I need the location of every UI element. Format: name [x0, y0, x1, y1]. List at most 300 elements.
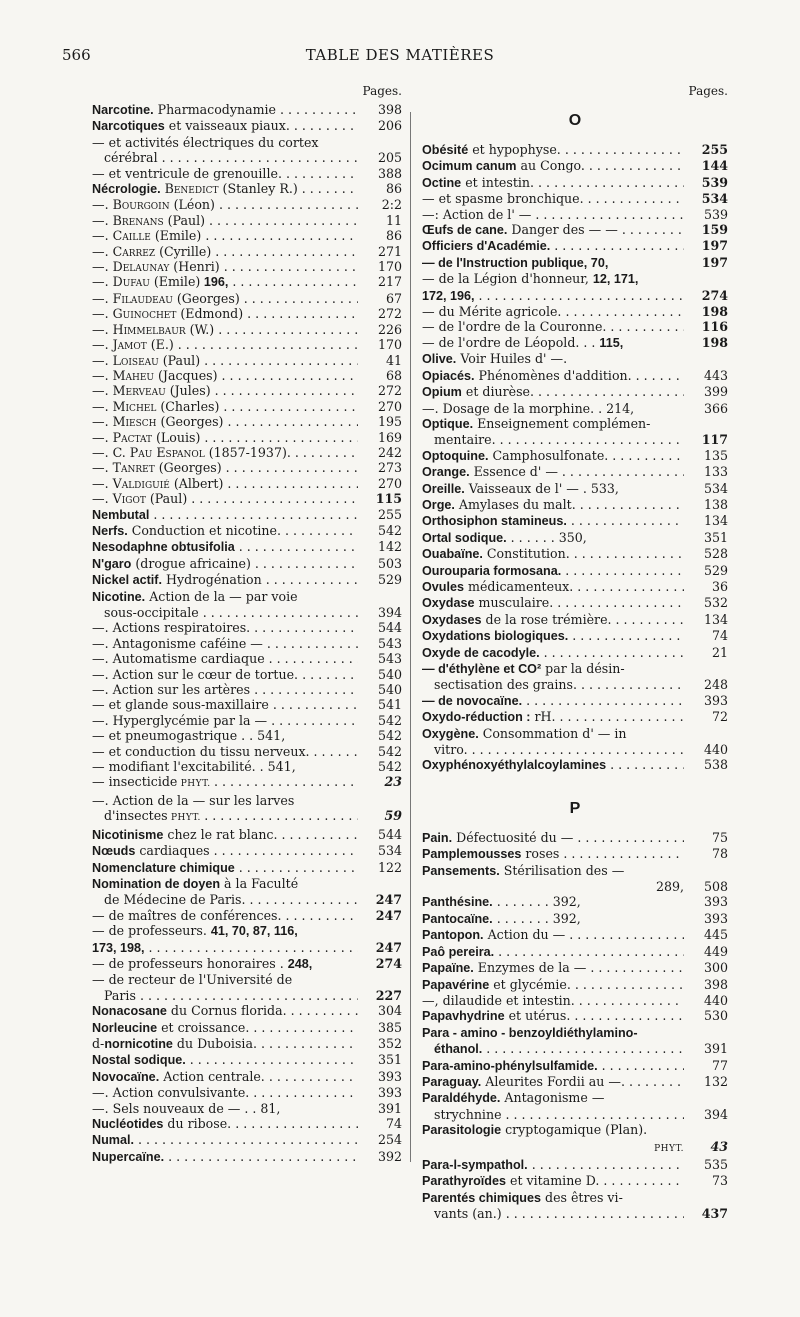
entry-text-body: (Paul): [163, 212, 206, 228]
page-ref: 144: [701, 158, 728, 174]
page-ref: 122: [377, 859, 402, 875]
index-entry: [92, 523, 402, 539]
entry-text: [422, 432, 684, 447]
index-entry: [92, 460, 402, 475]
entry-text-body: Phénomènes d'addition.: [474, 367, 632, 383]
page-ref: 534: [701, 191, 728, 207]
entry-text-body: cardiaques: [135, 843, 210, 859]
entry-text: [92, 1069, 358, 1085]
entry-text-body: (Cyrille): [155, 243, 212, 259]
entry-text-body: — et ventricule de grenouille.: [92, 165, 282, 181]
entry-text: [92, 988, 358, 1003]
page-ref: 528: [703, 546, 728, 562]
entry-text: [422, 1190, 684, 1206]
entry-text: [92, 135, 358, 150]
left-column: [92, 82, 402, 1165]
page-ref: 138: [703, 496, 728, 512]
index-entry: [92, 322, 402, 337]
entry-text-body: — de l'ordre de Léopold. . .: [422, 334, 600, 350]
entry-prefix: d-: [92, 1035, 105, 1051]
entry-text: [92, 589, 358, 605]
entry-text-body: roses: [521, 846, 560, 862]
page-ref: 2:2: [381, 197, 402, 213]
entry-heading: Novocaïne.: [92, 1069, 160, 1084]
entry-heading: Oxyphénoxyéthylalcoylamines: [422, 758, 607, 773]
entry-prefix: —.: [92, 352, 113, 368]
person-name: Miesch: [112, 414, 157, 430]
index-entry: [422, 271, 728, 287]
bold-page-refs: 172, 196,: [422, 288, 475, 303]
entry-text: [422, 595, 684, 611]
entry-text-body: . . . . . . 350,: [506, 529, 587, 545]
page-ref: 351: [377, 1052, 402, 1068]
page-ref: 247: [375, 939, 402, 955]
person-name: Delaunay: [112, 259, 170, 275]
entry-text-body: et diurèse.: [461, 384, 535, 400]
index-entry: [422, 1090, 728, 1106]
entry-prefix: —.: [92, 475, 113, 491]
entry-text-body: et vitamine D.: [506, 1173, 600, 1189]
index-entry: [92, 337, 402, 352]
person-name: Guinochet: [112, 306, 177, 322]
index-entry: [422, 612, 728, 628]
page-ref: 255: [377, 506, 402, 522]
entry-text: [422, 1025, 684, 1041]
index-entry: [92, 430, 402, 445]
index-entry: [422, 481, 728, 497]
index-entry: [92, 1052, 402, 1068]
entry-text-body: (Henri): [169, 259, 220, 275]
entry-text: [422, 1041, 684, 1057]
entry-text: [92, 972, 358, 987]
index-entry: [422, 158, 728, 174]
page-header: [0, 46, 800, 68]
entry-text-body: des êtres vi-: [541, 1189, 623, 1205]
entry-text: [422, 401, 684, 416]
entry-text-body: (Paul): [158, 352, 201, 368]
person-name: Himmelbaur: [112, 321, 186, 337]
entry-text-body: de Médecine de Paris.: [104, 892, 246, 908]
index-entry: [92, 1116, 402, 1132]
index-entry: [422, 1173, 728, 1189]
entry-text-body: du Duboisia.: [172, 1035, 257, 1051]
entry-heading: Nicotine.: [92, 589, 146, 604]
page-ref: 197: [701, 238, 728, 254]
entry-text: [422, 481, 684, 497]
pages-label: Pages.: [362, 84, 402, 98]
entry-prefix: —.: [92, 460, 113, 476]
entry-text: [92, 383, 358, 398]
index-entry: [92, 1069, 402, 1085]
entry-text: [92, 1052, 358, 1068]
entry-text: [92, 181, 358, 197]
entry-text-body: chez le rat blanc.: [163, 826, 278, 842]
page-ref: 198: [701, 304, 728, 320]
entry-text: [422, 513, 684, 529]
entry-text: [92, 1116, 358, 1132]
page-ref: 393: [377, 1068, 402, 1084]
entry-text: [92, 1149, 358, 1165]
index-entry: [92, 539, 402, 555]
entry-text-body: (W.): [185, 321, 215, 337]
entry-heading: Ourouparia formosana.: [422, 563, 562, 578]
entry-text-body: —. Action sur le cœur de tortue.: [92, 666, 299, 682]
page-ref: 67: [385, 290, 402, 306]
index-entry: [422, 175, 728, 191]
entry-text: [92, 228, 358, 243]
page-ref: 134: [703, 513, 728, 529]
entry-text-body: Essence d' —: [469, 464, 558, 480]
entry-text-body: (Georges): [156, 414, 224, 430]
entry-text: [92, 399, 358, 414]
entry-text-body: et croissance.: [157, 1019, 250, 1035]
index-entry: [422, 1139, 728, 1157]
entry-prefix: —.: [92, 367, 113, 383]
entry-text: [422, 142, 684, 158]
entry-heading: Orge.: [422, 497, 455, 512]
entry-heading: Oxydo-réduction :: [422, 710, 531, 725]
page-ref: 134: [703, 611, 728, 627]
index-entry: [422, 1041, 728, 1057]
entry-heading: Norleucine: [92, 1020, 158, 1035]
index-entry: [422, 546, 728, 562]
entry-text: [422, 628, 684, 644]
index-entry: [92, 713, 402, 728]
page-ref: 530: [703, 1008, 728, 1024]
page-ref: 273: [377, 460, 402, 476]
entry-text-body: par la désin-: [541, 661, 625, 676]
index-entry: [422, 595, 728, 611]
entry-text: [92, 244, 358, 259]
index-entry: [92, 368, 402, 383]
page-ref: 534: [703, 480, 728, 496]
entry-text-body: — de professeurs honoraires .: [92, 955, 288, 971]
page-ref: 170: [377, 259, 402, 275]
entry-heading: Oxygène.: [422, 726, 479, 741]
entry-text: [422, 384, 684, 400]
index-entry: [422, 563, 728, 579]
index-entry: [92, 1085, 402, 1100]
entry-prefix: —.: [92, 243, 113, 259]
index-entry: [92, 667, 402, 682]
entry-text-body: — de professeurs.: [92, 923, 211, 939]
entry-text: [422, 757, 684, 773]
index-entry: [92, 728, 402, 743]
entry-text-body: —. Antagonisme caféine —: [92, 635, 263, 651]
entry-heading: Panthésine.: [422, 895, 493, 910]
entry-text-body: Voir Huiles d' —.: [456, 351, 568, 367]
entry-heading: — de novocaïne.: [422, 693, 523, 708]
page-ref: 543: [377, 651, 402, 667]
entry-text: [422, 304, 684, 319]
index-entry: [92, 744, 402, 759]
person-name: Bourgoin: [112, 197, 170, 213]
index-entry: [422, 628, 728, 644]
page-ref: 393: [703, 894, 728, 910]
entry-text-body: Pharmacodynamie: [153, 102, 277, 117]
entry-heading: Para-amino-phénylsulfamide.: [422, 1058, 598, 1073]
entry-text: [422, 563, 684, 579]
entry-text-body: —. Automatisme cardiaque: [92, 651, 265, 667]
entry-text: [92, 908, 358, 923]
page-ref: 133: [703, 464, 728, 480]
entry-text-body: (Emile): [150, 228, 202, 244]
index-entry: [92, 445, 402, 460]
section-tag: PHYT.: [654, 1143, 684, 1154]
entry-list: [422, 142, 728, 774]
index-entry: [92, 620, 402, 635]
entry-text-body: au Congo.: [516, 158, 585, 174]
entry-heading: Orange.: [422, 465, 470, 480]
index-entry: [92, 956, 402, 972]
index-entry: [422, 645, 728, 661]
entry-text-body: — de l'ordre de la Couronne.: [422, 319, 607, 335]
person-name: Jamot: [112, 337, 147, 353]
entry-text: [422, 977, 684, 993]
entry-heading: Parathyroïdes: [422, 1174, 506, 1189]
entry-text: [92, 1003, 358, 1019]
page-ref: 248: [703, 677, 728, 693]
index-entry: [92, 1036, 402, 1052]
index-entry: [422, 960, 728, 976]
entry-text: [422, 1206, 684, 1221]
index-entry: [422, 894, 728, 910]
index-entry: [422, 709, 728, 725]
entry-heading: Nonacosane: [92, 1004, 167, 1019]
section-letter-p: P: [569, 799, 581, 817]
index-entry: [422, 1107, 728, 1122]
entry-text: [92, 1036, 358, 1052]
page-ref: 393: [377, 1085, 402, 1101]
page-ref: 300: [703, 960, 728, 976]
page-ref: 388: [377, 165, 402, 181]
entry-text: [92, 118, 358, 134]
entry-text-body: du ribose.: [163, 1116, 232, 1131]
entry-heading: Para - amino - benzoyldiéthylamino-: [422, 1025, 638, 1040]
entry-text-body: (Georges): [154, 460, 222, 476]
page-ref: 270: [377, 475, 402, 491]
entry-text-body: (Jacques): [154, 367, 218, 383]
page-ref: 532: [703, 595, 728, 611]
entry-text: [422, 927, 684, 943]
page-ref: 535: [703, 1156, 728, 1172]
entry-text-body: vitro.: [434, 742, 468, 758]
entry-text-body: —. Action sur les artères: [92, 682, 251, 698]
index-entry: [422, 846, 728, 862]
entry-text-body: sectisation des grains.: [434, 677, 577, 693]
entry-text-body: —. Actions respiratoires.: [92, 620, 251, 636]
entry-text: [422, 846, 684, 862]
page-ref: 59: [384, 808, 402, 824]
entry-text: [92, 259, 358, 274]
index-entry: [422, 757, 728, 773]
person-name: Dufau: [112, 274, 150, 290]
index-entry: [422, 830, 728, 846]
page-ref: 86: [385, 228, 402, 244]
page-ref: 21: [711, 644, 728, 660]
page-ref: 393: [703, 692, 728, 708]
entry-text: [422, 1074, 684, 1090]
index-entry: [92, 988, 402, 1003]
page-ref: 274: [375, 955, 402, 971]
entry-text: [92, 274, 358, 290]
entry-text: [92, 876, 358, 892]
index-entry: [422, 993, 728, 1008]
entry-heading: Nécrologie.: [92, 182, 161, 197]
index-entry: [92, 244, 402, 259]
person-name: Valdiguié: [112, 475, 170, 491]
entry-heading: Pantopon.: [422, 928, 484, 943]
pages-label: Pages.: [688, 84, 728, 98]
entry-text: [92, 636, 358, 651]
entry-prefix: —.: [92, 228, 113, 244]
entry-prefix: —.: [92, 290, 113, 306]
entry-text-body: (Charles): [156, 398, 220, 414]
index-entry: [92, 682, 402, 697]
index-entry: [422, 351, 728, 367]
index-entry: [422, 879, 728, 894]
entry-text: [92, 744, 358, 759]
entry-text-body: Stérilisation des —: [499, 862, 625, 878]
page-ref: 142: [377, 539, 402, 555]
index-entry: [92, 228, 402, 243]
entry-text-body: Consommation d' — in: [478, 725, 627, 741]
section-tag: PHYT.: [177, 779, 214, 790]
entry-text: [92, 197, 358, 212]
entry-text: [422, 726, 684, 742]
page-ref: 445: [703, 927, 728, 943]
page-ref: 544: [377, 620, 402, 636]
entry-text-body: Aleurites Fordii au —.: [481, 1073, 625, 1089]
entry-heading: Papaïne.: [422, 961, 474, 976]
entry-heading: Oxydase: [422, 596, 475, 611]
person-name: Filaudeau: [112, 290, 173, 306]
page-ref: 503: [377, 555, 402, 571]
entry-heading: Oxydases: [422, 612, 482, 627]
index-entry: [422, 255, 728, 271]
entry-text: [92, 572, 358, 588]
person-name: Pactat: [112, 429, 152, 445]
entry-text-body: et vaisseaux piaux.: [164, 118, 290, 134]
entry-text-body: Paris: [104, 987, 136, 1003]
entry-heading: Optique.: [422, 416, 474, 431]
page-ref: 394: [703, 1106, 728, 1122]
index-entry: [422, 1122, 728, 1138]
entry-text-body: — de maîtres de conférences.: [92, 907, 282, 923]
entry-heading: Nupercaïne.: [92, 1149, 165, 1164]
entry-text: [92, 460, 358, 475]
index-entry: [422, 1074, 728, 1090]
index-entry: [92, 166, 402, 181]
entry-text: [422, 497, 684, 513]
page-ref: 352: [377, 1035, 402, 1051]
entry-text-body: Antagonisme —: [500, 1090, 605, 1106]
person-name: Maheu: [112, 367, 155, 383]
entry-prefix: —.: [92, 212, 113, 228]
entry-text: [92, 166, 358, 181]
index-entry: [92, 972, 402, 987]
page-ref: 304: [377, 1003, 402, 1019]
index-entry: [422, 464, 728, 480]
person-name: Carrez: [112, 243, 156, 259]
entry-text: [92, 605, 358, 620]
page-ref: 226: [377, 321, 402, 337]
entry-text: [422, 448, 684, 464]
entry-heading: Œufs de cane.: [422, 223, 508, 238]
entry-prefix: —.: [92, 321, 113, 337]
page-ref: 68: [385, 367, 402, 383]
entry-text: [92, 1101, 358, 1116]
entry-text: [422, 271, 684, 287]
entry-text: [92, 667, 358, 682]
entry-text-body: . . . . . . . 392,: [492, 910, 581, 926]
index-entry: [92, 605, 402, 620]
entry-text: [422, 1008, 684, 1024]
entry-heading: Nerfs.: [92, 523, 128, 538]
page-ref: 391: [703, 1041, 728, 1057]
index-entry: [422, 742, 728, 757]
page-ref: 271: [377, 243, 402, 259]
entry-heading: Papavhydrine: [422, 1009, 505, 1024]
entry-text-body: —. Action de la — sur les larves: [92, 792, 295, 808]
entry-heading: Orthosiphon stamineus.: [422, 514, 567, 529]
entry-text-body: Enseignement complémen-: [473, 415, 651, 431]
entry-text: [422, 238, 684, 254]
person-name: Brenans: [112, 212, 164, 228]
index-entry: [422, 416, 728, 432]
entry-text-body: — et activités électriques du cortex: [92, 134, 319, 150]
entry-text: [92, 1085, 358, 1100]
entry-heading: Obésité: [422, 143, 469, 157]
entry-text-body: de la rose trémière.: [481, 611, 612, 627]
entry-text-body: Danger des — —: [507, 222, 618, 238]
entry-text-body: —. Sels nouveaux de — . . 81,: [92, 1100, 281, 1116]
page-ref: 391: [377, 1100, 402, 1116]
entry-heading: Pantocaïne.: [422, 911, 493, 926]
entry-list: [422, 830, 728, 1222]
entry-text-body: (Stanley R.): [218, 181, 298, 197]
index-entry: [92, 383, 402, 398]
index-entry: [422, 911, 728, 927]
index-entry: [92, 908, 402, 923]
entry-heading: — d'éthylène et CO²: [422, 662, 542, 676]
entry-text-body: —: Action de l' —: [422, 206, 532, 222]
entry-text-body: et hypophyse.: [468, 142, 561, 157]
page-ref: 542: [377, 728, 402, 744]
page-ref: 206: [377, 118, 402, 134]
index-entry: [92, 353, 402, 368]
entry-text: [422, 255, 684, 271]
person-name: Pau Espanol: [129, 444, 205, 460]
entry-text: [422, 677, 684, 692]
index-entry: [92, 1101, 402, 1116]
entry-text-body: — modifiant l'excitabilité. . 541,: [92, 759, 296, 775]
page-ref: 73: [711, 1173, 728, 1189]
index-entry: [92, 793, 402, 808]
entry-text: [92, 306, 358, 321]
entry-text: [92, 682, 358, 697]
page-ref: 74: [385, 1116, 402, 1131]
entry-heading: Ocimum canum: [422, 159, 517, 174]
entry-text-body: musculaire.: [474, 595, 554, 611]
entry-text-body: (Georges): [172, 290, 240, 306]
page-ref: 117: [701, 432, 728, 448]
index-entry: [92, 507, 402, 523]
index-entry: [92, 651, 402, 666]
entry-text: [422, 546, 684, 562]
index-entry: [92, 150, 402, 165]
page-ref: 540: [377, 666, 402, 682]
